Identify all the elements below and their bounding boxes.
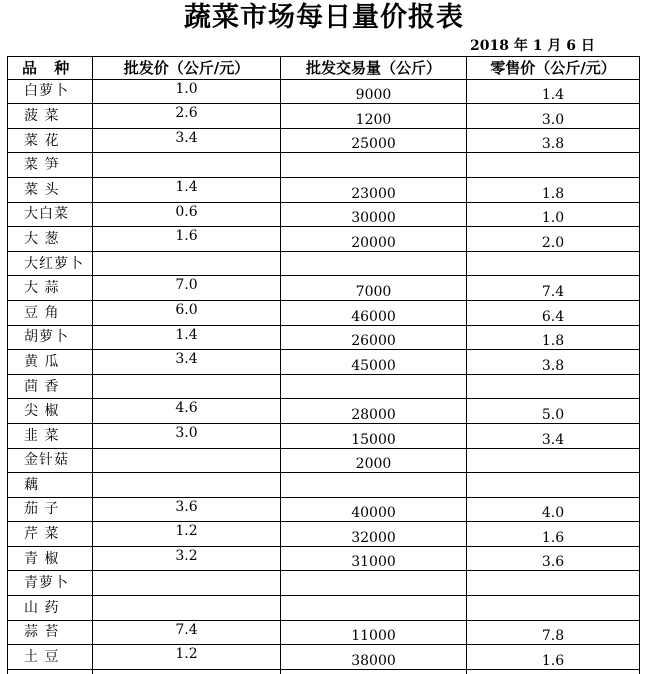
table-row [8,251,640,276]
wholesale-volume-cell [281,571,467,596]
retail-price-cell: 1.6 [467,522,640,547]
price-table [7,56,640,674]
table-row [8,227,640,252]
report-date: 2018 年 1 月 6 日 [470,38,595,54]
wholesale-volume-cell: 25000 [281,128,467,153]
variety-cell: 茄 子 [8,497,93,522]
retail-price-cell: 3.8 [467,128,640,153]
table-row [8,325,640,350]
wholesale-volume-cell: 20000 [281,227,467,252]
retail-price-cell: 1.6 [467,645,640,670]
wholesale-price-cell [93,596,281,621]
partial-cell [93,669,281,674]
variety-cell: 金针菇 [8,448,93,473]
table-row [8,571,640,596]
table-row [8,104,640,129]
wholesale-volume-cell: 28000 [281,399,467,424]
table-body [8,79,640,674]
table-row [8,473,640,498]
table-row [8,497,640,522]
report-title: 蔬菜市场每日量价报表 [184,2,464,33]
wholesale-price-cell [93,153,281,178]
wholesale-volume-cell [281,153,467,178]
wholesale-volume-cell: 30000 [281,202,467,227]
table-row [8,522,640,547]
wholesale-price-cell: 3.4 [93,350,281,375]
wholesale-price-cell: 6.0 [93,300,281,325]
wholesale-price-cell: 3.0 [93,423,281,448]
wholesale-price-cell: 1.2 [93,645,281,670]
wholesale-volume-cell: 32000 [281,522,467,547]
retail-price-cell: 3.6 [467,546,640,571]
retail-price-cell: 5.0 [467,399,640,424]
wholesale-volume-cell: 9000 [281,79,467,104]
retail-price-cell [467,571,640,596]
retail-price-cell: 3.8 [467,350,640,375]
variety-cell: 藕 [8,473,93,498]
wholesale-price-cell: 4.6 [93,399,281,424]
wholesale-volume-cell: 1200 [281,104,467,129]
wholesale-price-cell [93,473,281,498]
wholesale-price-cell [93,251,281,276]
variety-cell: 尖 椒 [8,399,93,424]
variety-cell: 芹 菜 [8,522,93,547]
table-row [8,423,640,448]
wholesale-price-cell: 3.6 [93,497,281,522]
variety-cell: 青萝卜 [8,571,93,596]
variety-cell: 大红萝卜 [8,251,93,276]
variety-cell: 豆 角 [8,300,93,325]
table-row [8,374,640,399]
partial-cell [281,669,467,674]
wholesale-volume-cell [281,473,467,498]
wholesale-volume-cell: 38000 [281,645,467,670]
wholesale-price-cell [93,448,281,473]
wholesale-price-cell: 1.4 [93,177,281,202]
variety-cell: 菜 头 [8,177,93,202]
wholesale-volume-cell: 23000 [281,177,467,202]
variety-cell: 黄 瓜 [8,350,93,375]
retail-price-cell [467,473,640,498]
table-row [8,79,640,104]
variety-cell: 蒜 苔 [8,620,93,645]
variety-cell: 大白菜 [8,202,93,227]
table-row-partial [8,669,640,674]
partial-cell [8,669,93,674]
retail-price-cell: 4.0 [467,497,640,522]
wholesale-volume-cell: 2000 [281,448,467,473]
retail-price-cell [467,153,640,178]
retail-price-cell: 1.4 [467,79,640,104]
wholesale-price-cell: 1.0 [93,79,281,104]
header-retail-price: 零售价（公斤/元） [467,57,640,80]
wholesale-price-cell: 0.6 [93,202,281,227]
table-header-row [8,57,640,80]
wholesale-volume-cell: 40000 [281,497,467,522]
retail-price-cell: 2.0 [467,227,640,252]
retail-price-cell: 1.8 [467,325,640,350]
wholesale-volume-cell [281,374,467,399]
variety-cell: 菠 菜 [8,104,93,129]
retail-price-cell: 7.8 [467,620,640,645]
retail-price-cell: 6.4 [467,300,640,325]
wholesale-volume-cell: 45000 [281,350,467,375]
wholesale-volume-cell: 15000 [281,423,467,448]
variety-cell: 韭 菜 [8,423,93,448]
header-wholesale-price: 批发价（公斤/元） [93,57,281,80]
table-row [8,153,640,178]
table-row [8,596,640,621]
variety-cell: 大 蒜 [8,276,93,301]
retail-price-cell: 1.8 [467,177,640,202]
variety-cell: 白萝卜 [8,79,93,104]
header-wholesale-volume: 批发交易量（公斤） [281,57,467,80]
wholesale-price-cell: 1.4 [93,325,281,350]
table-row [8,546,640,571]
wholesale-price-cell: 3.2 [93,546,281,571]
wholesale-price-cell [93,571,281,596]
table-row [8,300,640,325]
wholesale-volume-cell [281,596,467,621]
variety-cell: 山 药 [8,596,93,621]
variety-cell: 土 豆 [8,645,93,670]
wholesale-price-cell [93,374,281,399]
variety-cell: 茴 香 [8,374,93,399]
variety-cell: 菜 笋 [8,153,93,178]
partial-cell [467,669,640,674]
retail-price-cell [467,374,640,399]
table-row [8,645,640,670]
wholesale-volume-cell [281,251,467,276]
wholesale-price-cell: 1.2 [93,522,281,547]
table-row [8,202,640,227]
table-row [8,128,640,153]
retail-price-cell [467,596,640,621]
table-row [8,276,640,301]
wholesale-price-cell: 7.4 [93,620,281,645]
wholesale-price-cell: 7.0 [93,276,281,301]
retail-price-cell: 3.0 [467,104,640,129]
retail-price-cell [467,251,640,276]
wholesale-price-cell: 1.6 [93,227,281,252]
table-row [8,177,640,202]
wholesale-price-cell: 2.6 [93,104,281,129]
variety-cell: 大 葱 [8,227,93,252]
table-row [8,350,640,375]
variety-cell: 菜 花 [8,128,93,153]
table-row [8,399,640,424]
retail-price-cell: 7.4 [467,276,640,301]
header-variety: 品 种 [8,57,93,80]
retail-price-cell: 3.4 [467,423,640,448]
table-row [8,620,640,645]
variety-cell: 胡萝卜 [8,325,93,350]
retail-price-cell: 1.0 [467,202,640,227]
wholesale-volume-cell: 26000 [281,325,467,350]
retail-price-cell [467,448,640,473]
wholesale-volume-cell: 46000 [281,300,467,325]
wholesale-volume-cell: 31000 [281,546,467,571]
variety-cell: 青 椒 [8,546,93,571]
wholesale-volume-cell: 11000 [281,620,467,645]
wholesale-price-cell: 3.4 [93,128,281,153]
table-row [8,448,640,473]
wholesale-volume-cell: 7000 [281,276,467,301]
